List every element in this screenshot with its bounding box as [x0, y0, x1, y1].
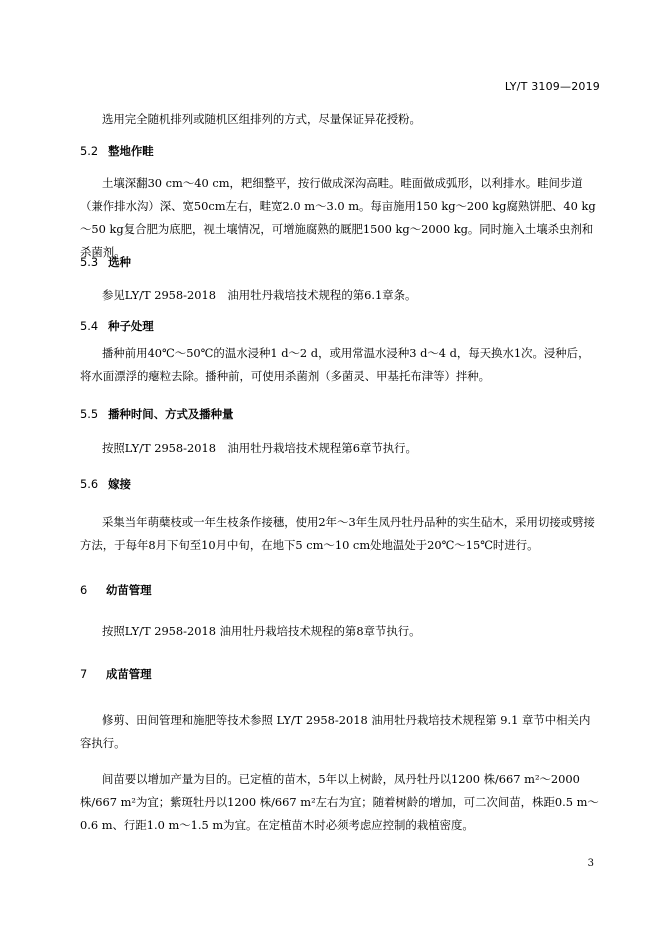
- section-title: 成苗管理: [106, 667, 152, 681]
- paragraph-5-4: 播种前用40℃～50℃的温水浸种1 d～2 d，或用常温水浸种3 d～4 d，每天换水1次。浸种后，将水面漂浮的瘪粒去除。播种前，可使用杀菌剂（多菌灵、甲基托布津等）拌种。: [80, 346, 590, 383]
- section-number: 5.5: [80, 407, 99, 421]
- section-number: 5.2: [80, 144, 99, 158]
- document-code-header: LY/T 3109—2019: [504, 80, 600, 93]
- section-number: 5.3: [80, 255, 99, 269]
- section-title: 嫁接: [108, 477, 131, 491]
- section-heading-6: [80, 582, 152, 598]
- section-title: 整地作畦: [108, 144, 154, 158]
- section-heading-5-6: [80, 476, 131, 492]
- section-number: 7: [80, 667, 88, 681]
- section-heading-5-4: [80, 318, 154, 334]
- section-title: 幼苗管理: [106, 583, 152, 597]
- section-heading-5-2: [80, 143, 154, 159]
- paragraph-5-2: 土壤深翻30 cm～40 cm，耙细整平，按行做成深沟高畦。畦面做成弧形，以利排水。畦间步道（兼作排水沟）深、宽50cm左右，畦宽2.0 m～3.0 m。每亩施用150 kg～200 kg腐熟饼肥、40 kg～50 kg复合肥为底肥，视土壤情况，可增施腐熟的厩肥1500 kg～2000 kg。同时施入土壤杀虫剂和杀菌剂。: [80, 176, 596, 259]
- section-number: 5.6: [80, 477, 99, 491]
- section-title: 种子处理: [108, 319, 154, 333]
- paragraph-7-a: 修剪、田间管理和施肥等技术参照 LY/T 2958-2018 油用牡丹栽培技术规程第 9.1 章节中相关内容执行。: [80, 713, 591, 750]
- section-heading-7: [80, 666, 152, 682]
- section-number: 6: [80, 583, 88, 597]
- paragraph-intro: 选用完全随机排列或随机区组排列的方式，尽量保证异花授粉。: [102, 112, 421, 126]
- section-heading-5-5: [80, 406, 233, 422]
- paragraph-5-5: 按照LY/T 2958-2018 油用牡丹栽培技术规程第6章节执行。: [102, 441, 417, 455]
- paragraph-5-3: 参见LY/T 2958-2018 油用牡丹栽培技术规程的第6.1章条。: [102, 288, 417, 302]
- section-number: 5.4: [80, 319, 99, 333]
- section-title: 选种: [108, 255, 131, 269]
- paragraph-7-b: 间苗要以增加产量为目的。已定植的苗木，5年以上树龄，凤丹牡丹以1200 株/667 m²～2000 株/667 m²为宜；紫斑牡丹以1200 株/667 m²左右为宜；随着树龄的增加，可二次间苗，株距0.5 m～0.6 m、行距1.0 m～1.5 m为宜。在定植苗木时必须考虑应控制的栽植密度。: [80, 772, 599, 832]
- page-number: 3: [587, 858, 594, 869]
- paragraph-6: 按照LY/T 2958-2018 油用牡丹栽培技术规程的第8章节执行。: [102, 624, 421, 638]
- section-heading-5-3: [80, 254, 131, 270]
- paragraph-5-6: 采集当年萌蘖枝或一年生枝条作接穗，使用2年～3年生凤丹牡丹品种的实生砧木，采用切接或劈接方法，于每年8月下旬至10月中旬，在地下5 cm～10 cm处地温处于20℃～15℃时进行。: [80, 515, 595, 552]
- section-title: 播种时间、方式及播种量: [108, 407, 234, 421]
